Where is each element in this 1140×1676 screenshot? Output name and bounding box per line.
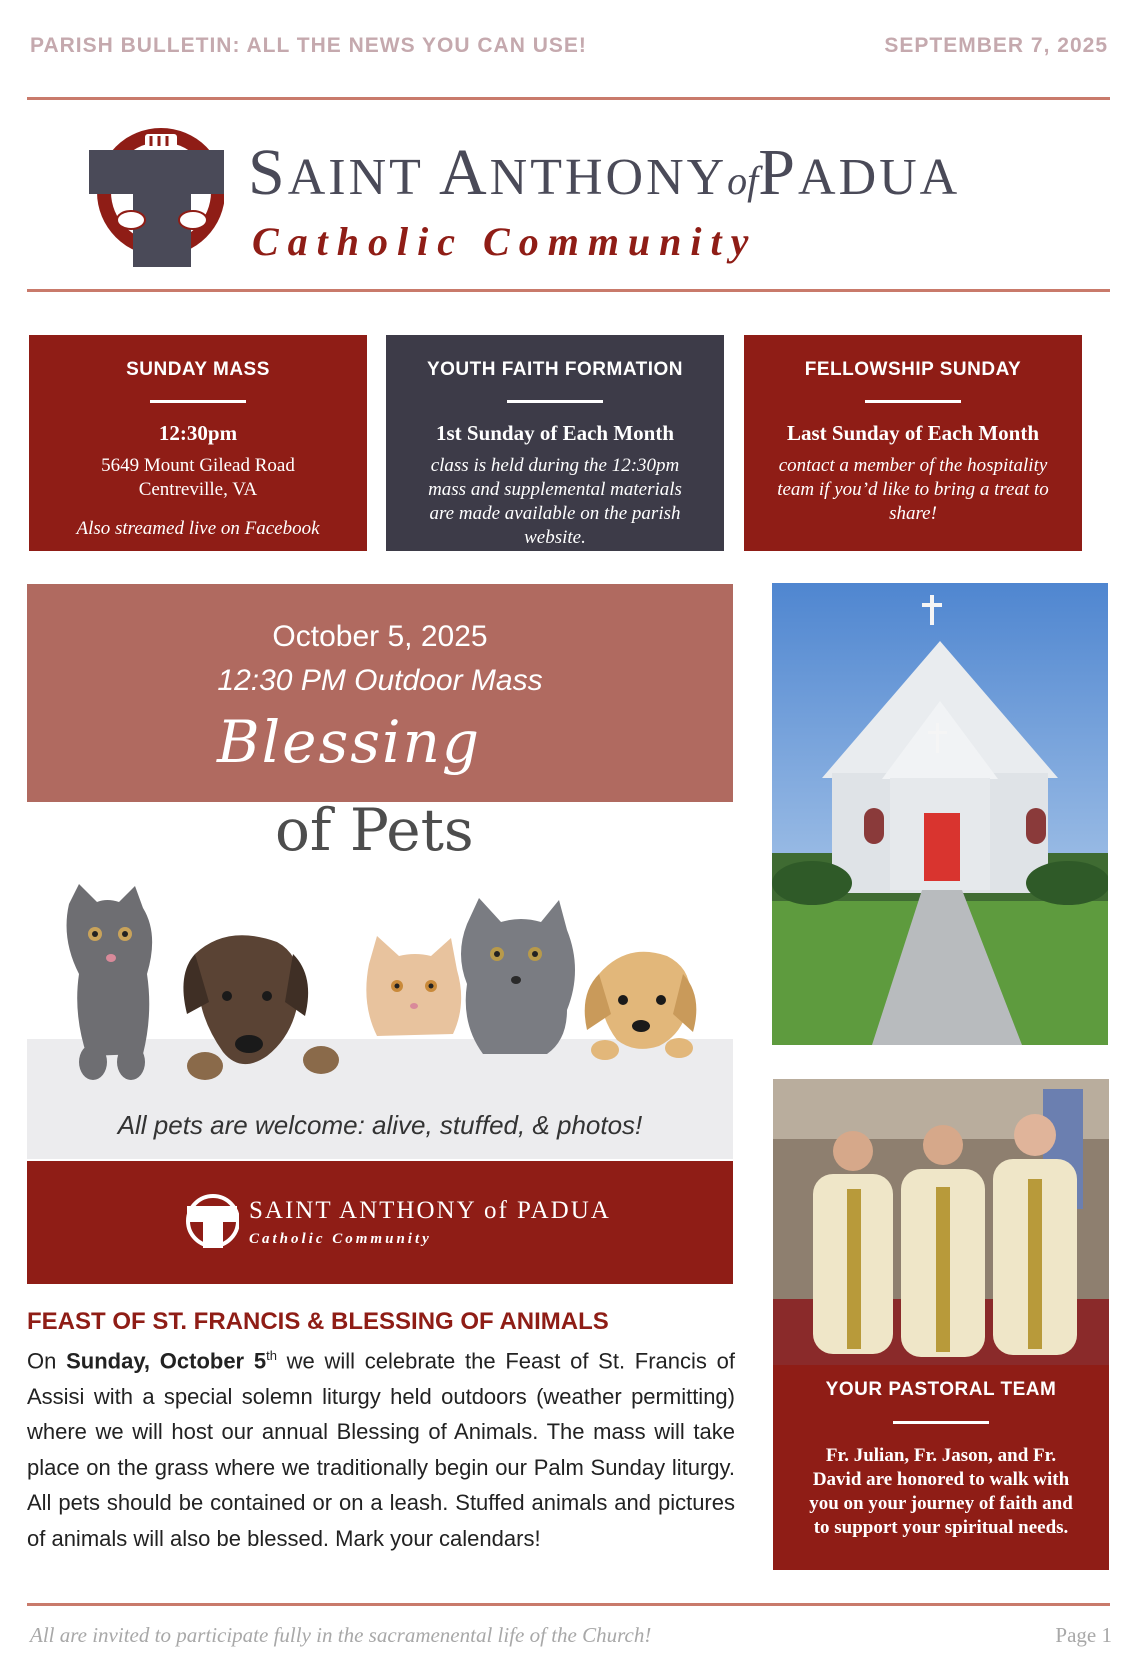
gray-fluffy-kitten-icon <box>461 898 575 1054</box>
golden-puppy-icon <box>585 952 697 1060</box>
tau-cross-logo-icon <box>89 122 224 267</box>
parish-name: SAINT ANTHONYofPADUA <box>248 136 961 209</box>
youth-faith-box <box>386 335 724 551</box>
parish-subtitle: Catholic Community <box>252 219 758 264</box>
masthead-divider <box>27 289 1110 292</box>
brown-puppy-icon <box>183 935 339 1080</box>
box-divider <box>507 400 603 403</box>
cream-kitten-icon <box>366 936 461 1036</box>
feast-body: On Sunday, October 5th we will celebrate the Feast of St. Francis of Assisi with a special solemn liturgy held outdoors (weather permitting) where we will host our annual Blessing of Animals. The mass will take place on the grass where we traditionally begin our Palm Sunday liturgy. All pets should be contained or on a leash. Stuffed animals and pictures of animals will also be blessed. Mark your calendars! <box>27 1348 735 1551</box>
box-description: contact a member of the hospitality team if you’d like to bring a treat to share! <box>777 455 1049 524</box>
box-divider <box>865 400 961 403</box>
fellowship-box <box>744 335 1082 551</box>
pastoral-team-box <box>773 1365 1109 1570</box>
stream-note: Also streamed live on Facebook <box>76 518 320 539</box>
box-heading: Last Sunday of Each Month <box>786 421 1040 445</box>
flyer-script-title: Blessing <box>217 708 482 776</box>
flyer-time: 12:30 PM Outdoor Mass <box>217 664 543 697</box>
header-divider <box>27 97 1110 100</box>
pastoral-team-photo <box>773 1079 1109 1365</box>
flyer-date: October 5, 2025 <box>272 620 488 653</box>
flyer-title-rest: of Pets <box>275 796 474 864</box>
church-photo <box>772 583 1108 1045</box>
footer-tagline: All are invited to participate fully in the sacramenental life of the Church! <box>30 1623 652 1647</box>
mass-time: 12:30pm <box>158 421 238 445</box>
bulletin-tagline: PARISH BULLETIN: ALL THE NEWS YOU CAN USE! <box>30 34 587 57</box>
tau-cross-logo-icon <box>185 1194 239 1248</box>
address-city: Centreville, VA <box>138 479 258 500</box>
box-description: class is held during the 12:30pm mass and supplemental materials are made available on the parish website. <box>428 455 682 548</box>
box-title: YOUR PASTORAL TEAM <box>825 1379 1057 1400</box>
page-number: Page 1 <box>1055 1623 1112 1647</box>
box-heading: 1st Sunday of Each Month <box>435 421 675 445</box>
box-title: SUNDAY MASS <box>126 359 270 380</box>
flyer-logo-title: SAINT ANTHONY of PADUA <box>249 1197 611 1224</box>
box-title: YOUTH FAITH FORMATION <box>426 359 684 380</box>
box-title: FELLOWSHIP SUNDAY <box>804 359 1022 380</box>
box-divider <box>893 1421 989 1424</box>
blessing-of-pets-flyer <box>27 584 733 1284</box>
feast-title: FEAST OF ST. FRANCIS & BLESSING OF ANIMALS <box>27 1308 609 1335</box>
flyer-footer <box>27 1161 733 1284</box>
pastoral-team-text: Fr. Julian, Fr. Jason, and Fr. David are honored to walk with you on your journey of faith and to support your spiritual needs. <box>809 1445 1073 1538</box>
flyer-logo-subtitle: Catholic Community <box>249 1231 432 1247</box>
bulletin-date: SEPTEMBER 7, 2025 <box>884 34 1108 57</box>
footer-divider <box>27 1603 1110 1606</box>
pets-illustration <box>27 884 733 1119</box>
gray-kitten-icon <box>67 884 153 1080</box>
address-street: 5649 Mount Gilead Road <box>101 455 295 476</box>
sunday-mass-box <box>29 335 367 551</box>
box-divider <box>150 400 246 403</box>
flyer-caption: All pets are welcome: alive, stuffed, & photos! <box>117 1110 643 1140</box>
